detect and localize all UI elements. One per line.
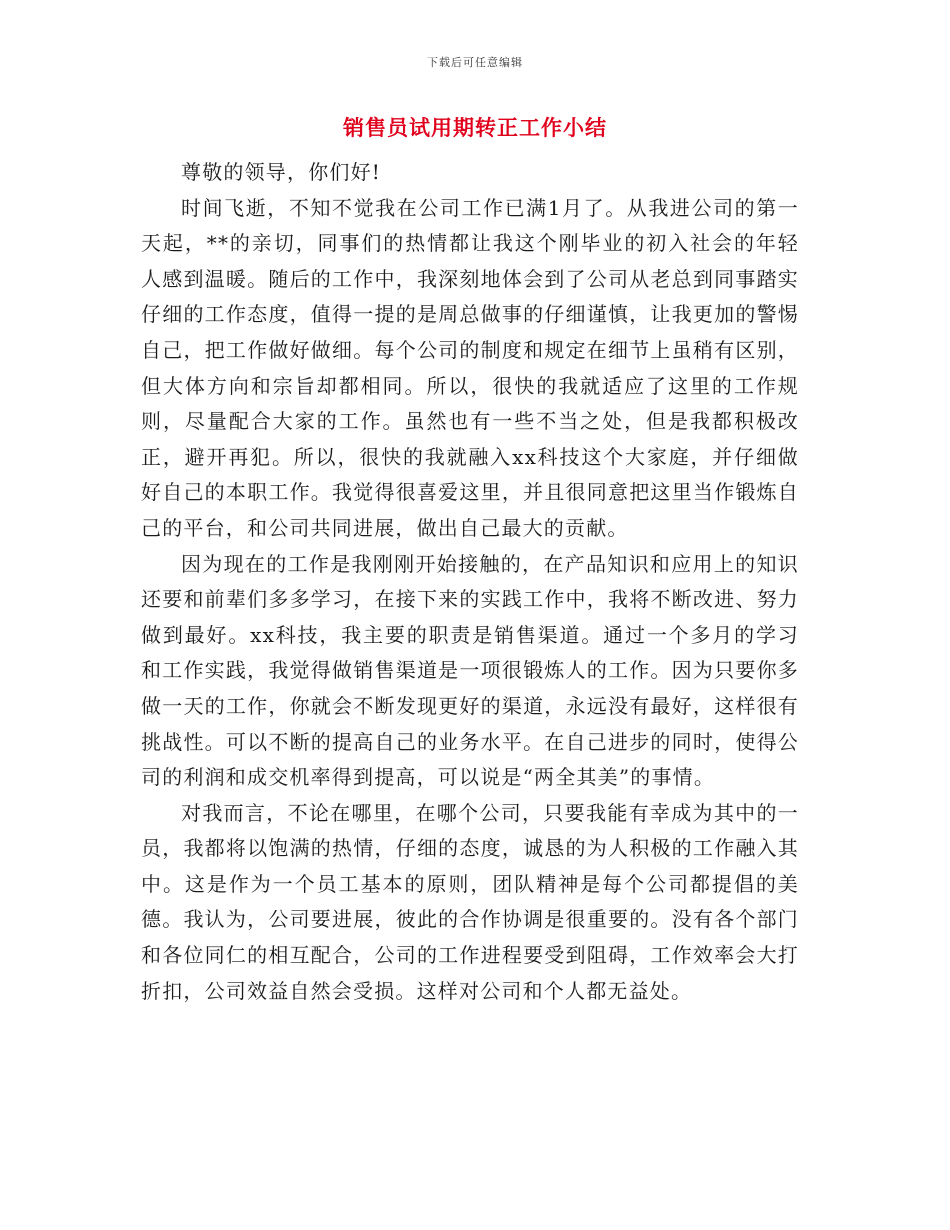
paragraph: 时间飞逝，不知不觉我在公司工作已满1月了。从我进公司的第一天起，**的亲切，同事们的热情都让我这个刚毕业的初入社会的年轻人感到温暖。随后的工作中，我深刻地体会到了公司从老总到同事踏实仔细的工作态度，值得一提的是周总做事的仔细谨慎，让我更加的警惕自己，把工作做好做细。每个公司的制度和规定在细节上虽稍有区别，但大体方向和宗旨却都相同。所以，很快的我就适应了这里的工作规则，尽量配合大家的工作。虽然也有一些不当之处，但是我都积极改正，避开再犯。所以，很快的我就融入xx科技这个大家庭，并仔细做好自己的本职工作。我觉得很喜爱这里，并且很同意把这里当作锻炼自己的平台，和公司共同进展，做出自己最大的贡献。 (141, 195, 799, 540)
header-note: 下载后可任意编辑 (427, 56, 523, 69)
paragraph-greeting: 尊敬的领导，你们好! (181, 160, 382, 184)
paragraph: 因为现在的工作是我刚刚开始接触的，在产品知识和应用上的知识还要和前辈们多多学习，在接下来的实践工作中，我将不断改进、努力做到最好。xx科技，我主要的职责是销售渠道。通过一个多月的学习和工作实践，我觉得做销售渠道是一项很锻炼人的工作。因为只要你多做一天的工作，你就会不断发现更好的渠道，永远没有最好，这样很有挑战性。可以不断的提高自己的业务水平。在自己进步的同时，使得公司的利润和成交机率得到提高，可以说是“两全其美”的事情。 (141, 551, 799, 790)
paragraph: 对我而言，不论在哪里，在哪个公司，只要我能有幸成为其中的一员，我都将以饱满的热情，仔细的态度，诚恳的为人积极的工作融入其中。这是作为一个员工基本的原则，团队精神是每个公司都提倡的美德。我认为，公司要进展，彼此的合作协调是很重要的。没有各个部门和各位同仁的相互配合，公司的工作进程要受到阻碍，工作效率会大打折扣，公司效益自然会受损。这样对公司和个人都无益处。 (141, 800, 799, 1003)
document-title: 销售员试用期转正工作小结 (343, 115, 607, 140)
document-body (141, 155, 799, 1009)
